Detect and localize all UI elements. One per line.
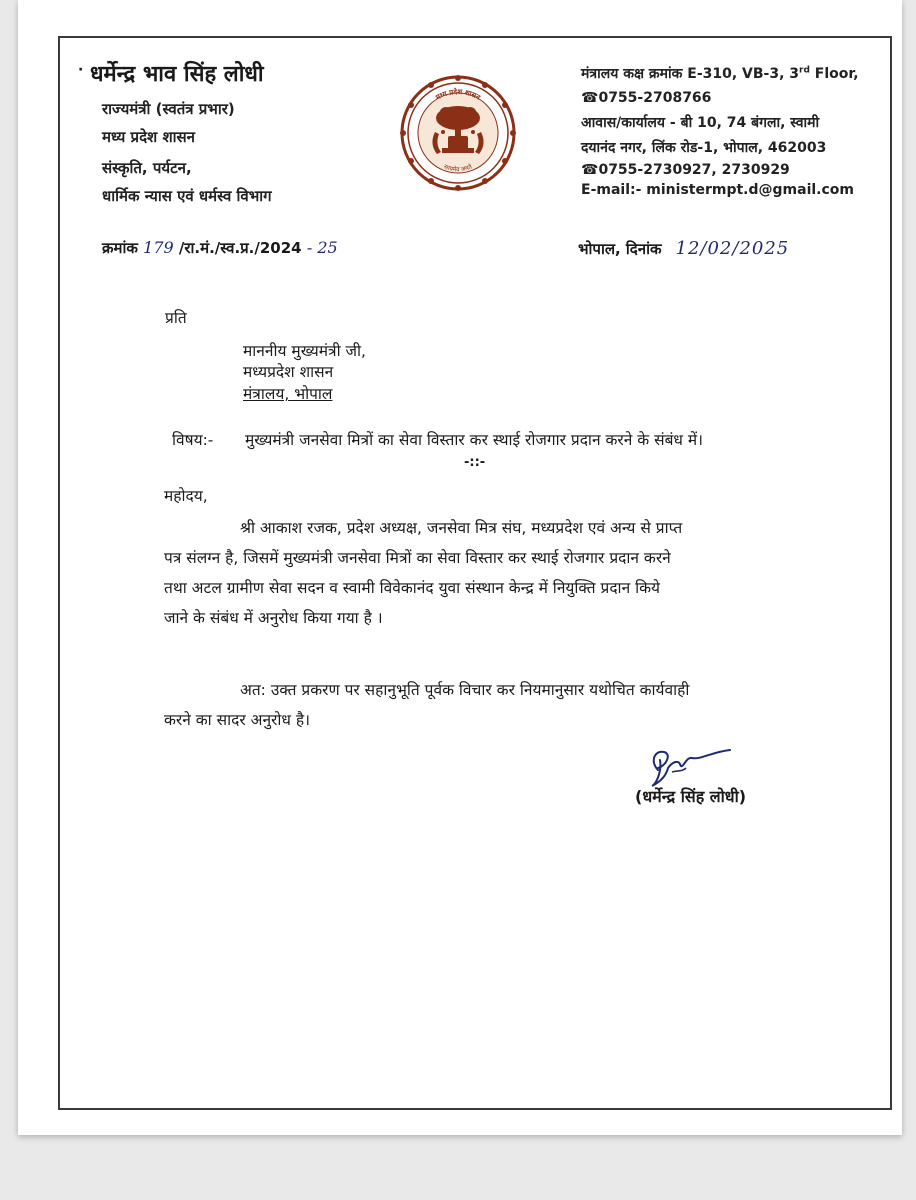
bullet-icon: · xyxy=(78,62,84,78)
subject-text: मुख्यमंत्री जनसेवा मित्रों का सेवा विस्तार कर स्थाई रोजगार प्रदान करने के संबंध में। xyxy=(245,431,704,449)
addressee-line-3: मंत्रालय, भोपाल xyxy=(243,385,333,403)
residence-line-1: आवास/कार्यालय - बी 10, 74 बंगला, स्वामी xyxy=(581,115,820,131)
body-paragraph-1 xyxy=(164,513,784,633)
office-address: मंत्रालय कक्ष क्रमांक E-310, VB-3, 3rd Floor, xyxy=(581,65,859,82)
designation: राज्यमंत्री (स्वतंत्र प्रभार) xyxy=(102,100,235,118)
salutation: महोदय, xyxy=(164,487,208,505)
email: E-mail:- ministermpt.d@gmail.com xyxy=(581,182,854,198)
telephone-icon: ☎ xyxy=(581,90,599,106)
telephone-icon: ☎ xyxy=(581,162,599,178)
residence-phone: ☎0755-2730927, 2730929 xyxy=(581,162,790,178)
residence-line-2: दयानंद नगर, लिंक रोड-1, भोपाल, 462003 xyxy=(581,140,827,156)
subject-label: विषय:- xyxy=(172,431,214,449)
addressee-prefix: प्रति xyxy=(165,309,187,327)
signer-name: (धर्मेन्द्र सिंह लोधी) xyxy=(635,787,747,806)
mp-emblem-icon xyxy=(399,74,517,192)
minister-name: धर्मेन्द्र भाव सिंह लोधी xyxy=(90,62,264,87)
emblem-motto: सत्यमेव जयते xyxy=(442,163,474,174)
paragraph-line: पत्र संलग्न है, जिसमें मुख्यमंत्री जनसेवा मित्रों का सेवा विस्तार कर स्थाई रोजगार प्रदान करने xyxy=(164,549,671,567)
reference-number: क्रमांक 179 /रा.मं./स्व.प्र./2024 - 25 xyxy=(102,238,338,257)
addressee-line-2: मध्यप्रदेश शासन xyxy=(243,363,334,381)
paragraph-line: श्री आकाश रजक, प्रदेश अध्यक्ष, जनसेवा मित्र संघ, मध्यप्रदेश एवं अन्य से प्राप्त xyxy=(240,519,683,537)
paragraph-line: जाने के संबंध में अनुरोध किया गया है । xyxy=(164,609,383,627)
emblem-top-text: मध्य प्रदेश शासन xyxy=(434,87,482,102)
handwritten-ref-number: 179 xyxy=(143,238,174,257)
addressee-line-1: माननीय मुख्यमंत्री जी, xyxy=(243,342,366,360)
department-line-2: धार्मिक न्यास एवं धर्मस्व विभाग xyxy=(102,187,272,205)
government: मध्य प्रदेश शासन xyxy=(102,128,196,146)
body-paragraph-2 xyxy=(164,675,784,735)
paragraph-line: करने का सादर अनुरोध है। xyxy=(164,711,310,729)
department-line-1: संस्कृति, पर्यटन, xyxy=(102,159,192,177)
paragraph-line: अत: उक्त प्रकरण पर सहानुभूति पूर्वक विचार कर नियमानुसार यथोचित कार्यवाही xyxy=(240,681,690,699)
place-and-date: भोपाल, दिनांक 12/02/2025 xyxy=(578,238,790,259)
office-phone: ☎0755-2708766 xyxy=(581,90,712,106)
subject-separator: -::- xyxy=(464,455,486,470)
paragraph-line: तथा अटल ग्रामीण सेवा सदन व स्वामी विवेकानंद युवा संस्थान केन्द्र में नियुक्ति प्रदान किये xyxy=(164,579,661,597)
letter-sheet xyxy=(18,0,902,1135)
handwritten-date: 12/02/2025 xyxy=(675,238,790,259)
handwritten-ref-suffix: - 25 xyxy=(306,238,338,257)
